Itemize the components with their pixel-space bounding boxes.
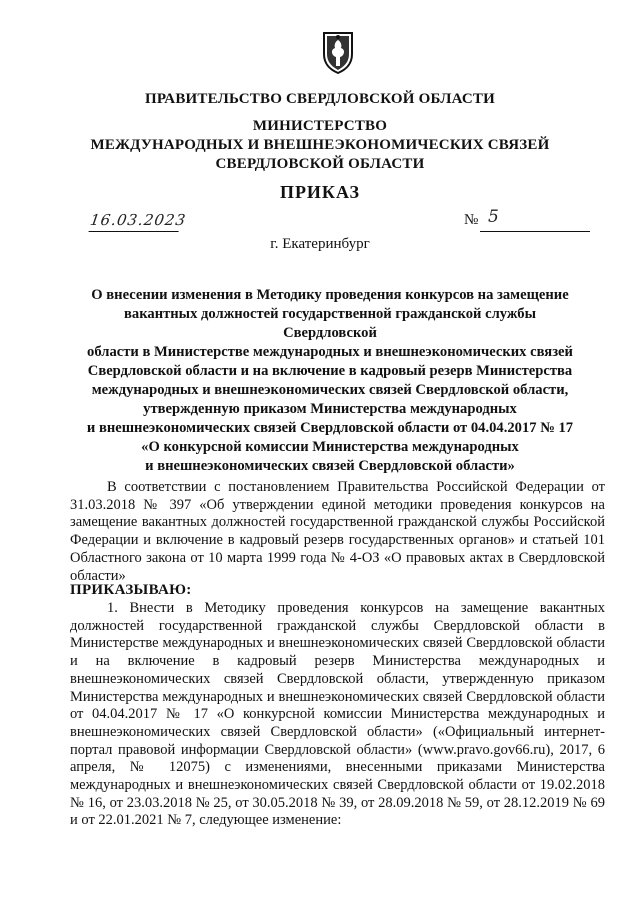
order-number-label: №: [464, 212, 479, 228]
document-type: ПРИКАЗ: [279, 182, 361, 202]
subject-line: Свердловской области и на включение в кадровый резерв Министерства: [87, 363, 573, 379]
preamble-paragraph: В соответствии с постановлением Правительства Российской Федерации от 31.03.2018 № 397 «Об утверждении единой методики проведения конкурсов на замещение вакантных должностей государственной гражданской службы Российской Федерации и включение в кадровый резерв государственных органов» и статьей 101 Областного закона от 10 марта 1999 года № 4-ОЗ «О правовых актах в Свердловской области»: [70, 479, 605, 584]
order-date: 16.03.2023: [89, 211, 182, 232]
coat-of-arms-icon: [321, 30, 355, 74]
ministry-line: МЕЖДУНАРОДНЫХ И ВНЕШНЕЭКОНОМИЧЕСКИХ СВЯЗЕЙ: [90, 137, 550, 153]
order-number-field: [480, 207, 590, 232]
subject-line: и внешнеэкономических связей Свердловской области»: [145, 458, 515, 474]
ministry-title: [60, 117, 580, 174]
clause-1-paragraph: 1. Внести в Методику проведения конкурсов на замещение вакантных должностей государственной гражданской службы Свердловской области в Министерстве международных и внешнеэкономических связей Свердловской области и на включение в кадровый резерв Министерства международных и внешнеэкономических связей Свердловской области, утвержденную приказом Министерства международных и внешнеэкономических связей Свердловской области от 04.04.2017 № 17 «О конкурсной комиссии Министерства международных и внешнеэкономических связей Свердловской области» («Официальный интернет-портал правовой информации Свердловской области» (www.pravo.gov66.ru), 2017, 6 апреля, № 12075) с изменениями, внесенными приказами Министерства международных и внешнеэкономических связей Свердловской области от 19.02.2018 № 16, от 23.03.2018 № 25, от 30.05.2018 № 39, от 28.09.2018 № 59, от 28.12.2019 № 69 и от 22.01.2021 № 7, следующее изменение:: [70, 600, 605, 829]
government-title: ПРАВИТЕЛЬСТВО СВЕРДЛОВСКОЙ ОБЛАСТИ: [145, 91, 495, 107]
subject-line: и внешнеэкономических связей Свердловской области от 04.04.2017 № 17: [86, 420, 574, 436]
subject-line: вакантных должностей государственной гражданской службы Свердловской: [124, 306, 536, 341]
order-subject: [80, 286, 580, 476]
subject-line: области в Министерстве международных и внешнеэкономических связей: [87, 344, 573, 360]
city: г. Екатеринбург: [270, 236, 370, 252]
subject-line: утвержденную приказом Министерства международных: [143, 401, 517, 417]
ordering-heading: ПРИКАЗЫВАЮ:: [70, 582, 192, 598]
subject-line: «О конкурсной комиссии Министерства международных: [141, 439, 519, 455]
subject-line: международных и внешнеэкономических связей Свердловской области,: [91, 382, 569, 398]
subject-line: О внесении изменения в Методику проведения конкурсов на замещение: [91, 287, 569, 303]
order-number: 5: [488, 207, 499, 227]
ministry-line: СВЕРДЛОВСКОЙ ОБЛАСТИ: [215, 156, 425, 172]
ministry-line: МИНИСТЕРСТВО: [252, 118, 388, 134]
